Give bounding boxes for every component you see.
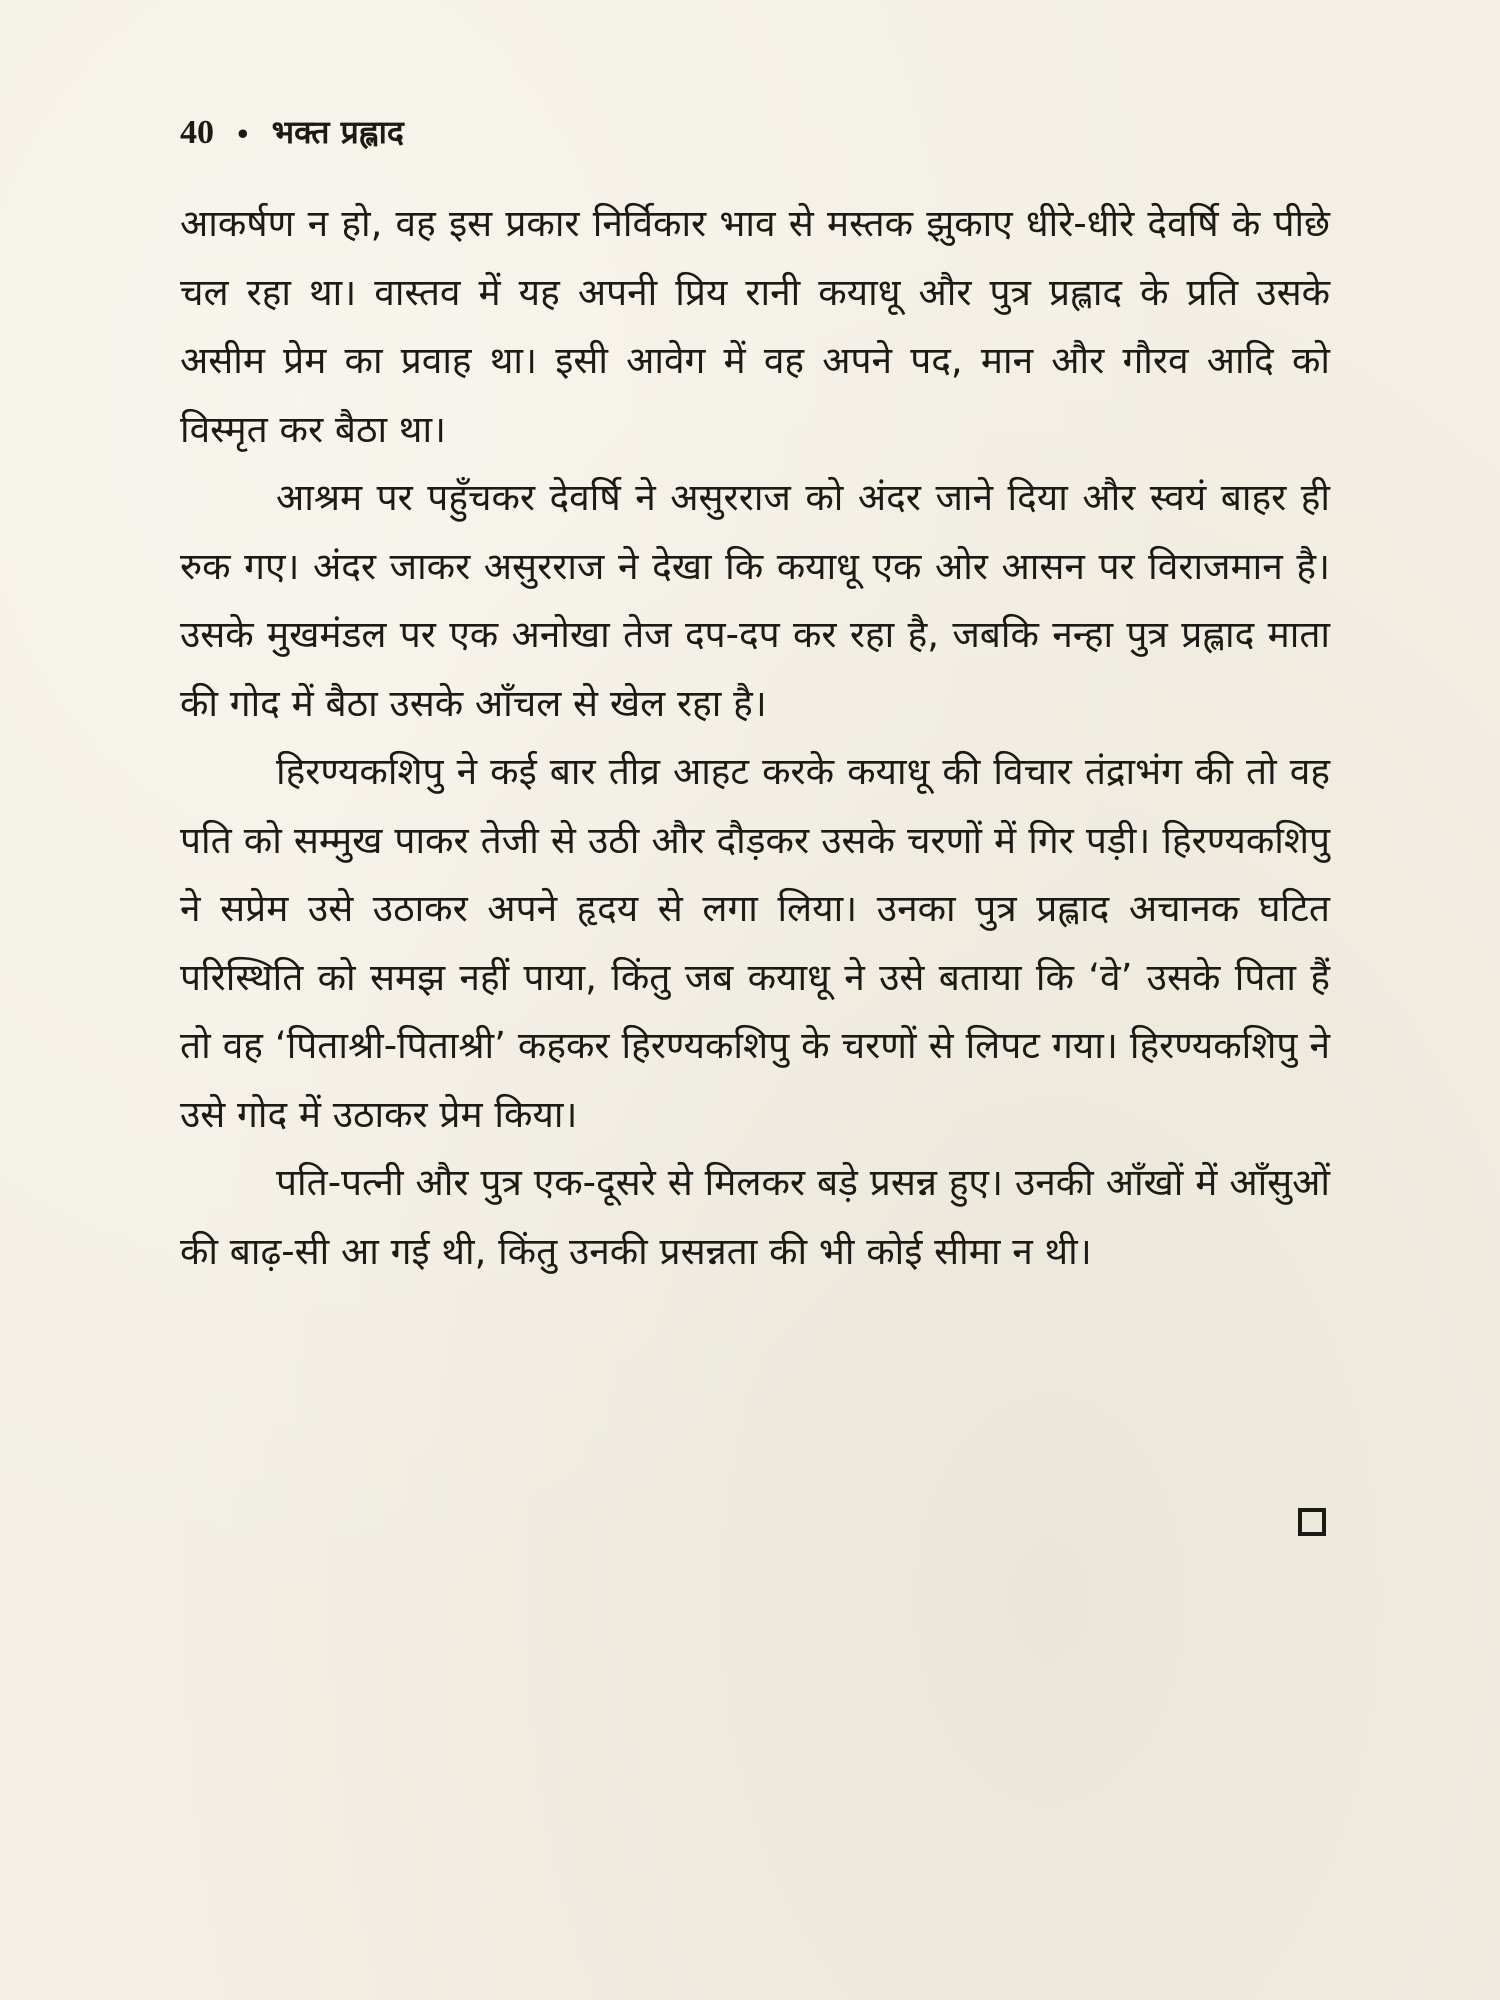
page-number: 40 [180,114,214,151]
header-bullet: • [235,119,251,149]
paragraph-1: आकर्षण न हो, वह इस प्रकार निर्विकार भाव से मस्तक झुकाए धीरे-धीरे देवर्षि के पीछे चल रहा था। वास्तव में यह अपनी प्रिय रानी कयाधू और पुत्र प्रह्लाद के प्रति उसके असीम प्रेम का प्रवाह था। इसी आवेग में वह अपने पद, मान और गौरव आदि को विस्मृत कर बैठा था। [180,202,1330,451]
paragraph-4: पति-पत्नी और पुत्र एक-दूसरे से मिलकर बड़े प्रसन्न हुए। उनकी आँखों में आँसुओं की बाढ़-सी आ गई थी, किंतु उनकी प्रसन्नता की भी कोई सीमा न थी। [180,1161,1330,1273]
running-head [180,112,404,155]
body-text [180,190,1330,1286]
paragraph-3: हिरण्यकशिपु ने कई बार तीव्र आहट करके कयाधू की विचार तंद्राभंग की तो वह पति को सम्मुख पाकर तेजी से उठी और दौड़कर उसके चरणों में गिर पड़ी। हिरण्यकशिपु ने सप्रेम उसे उठाकर अपने हृदय से लगा लिया। उनका पुत्र प्रह्लाद अचानक घटित परिस्थिति को समझ नहीं पाया, किंतु जब कयाधू ने उसे बताया कि ‘वे’ उसके पिता हैं तो वह ‘पिताश्री-पिताश्री’ कहकर हिरण्यकशिपु के चरणों से लिपट गया। हिरण्यकशिपु ने उसे गोद में उठाकर प्रेम किया। [180,750,1330,1136]
end-of-chapter-square-icon [1298,1508,1326,1536]
paragraph-2: आश्रम पर पहुँचकर देवर्षि ने असुरराज को अंदर जाने दिया और स्वयं बाहर ही रुक गए। अंदर जाकर असुरराज ने देखा कि कयाधू एक ओर आसन पर विराजमान है। उसके मुखमंडल पर एक अनोखा तेज दप-दप कर रहा है, जबकि नन्हा पुत्र प्रह्लाद माता की गोद में बैठा उसके आँचल से खेल रहा है। [180,476,1330,725]
book-title: भक्त प्रह्लाद [271,113,404,151]
